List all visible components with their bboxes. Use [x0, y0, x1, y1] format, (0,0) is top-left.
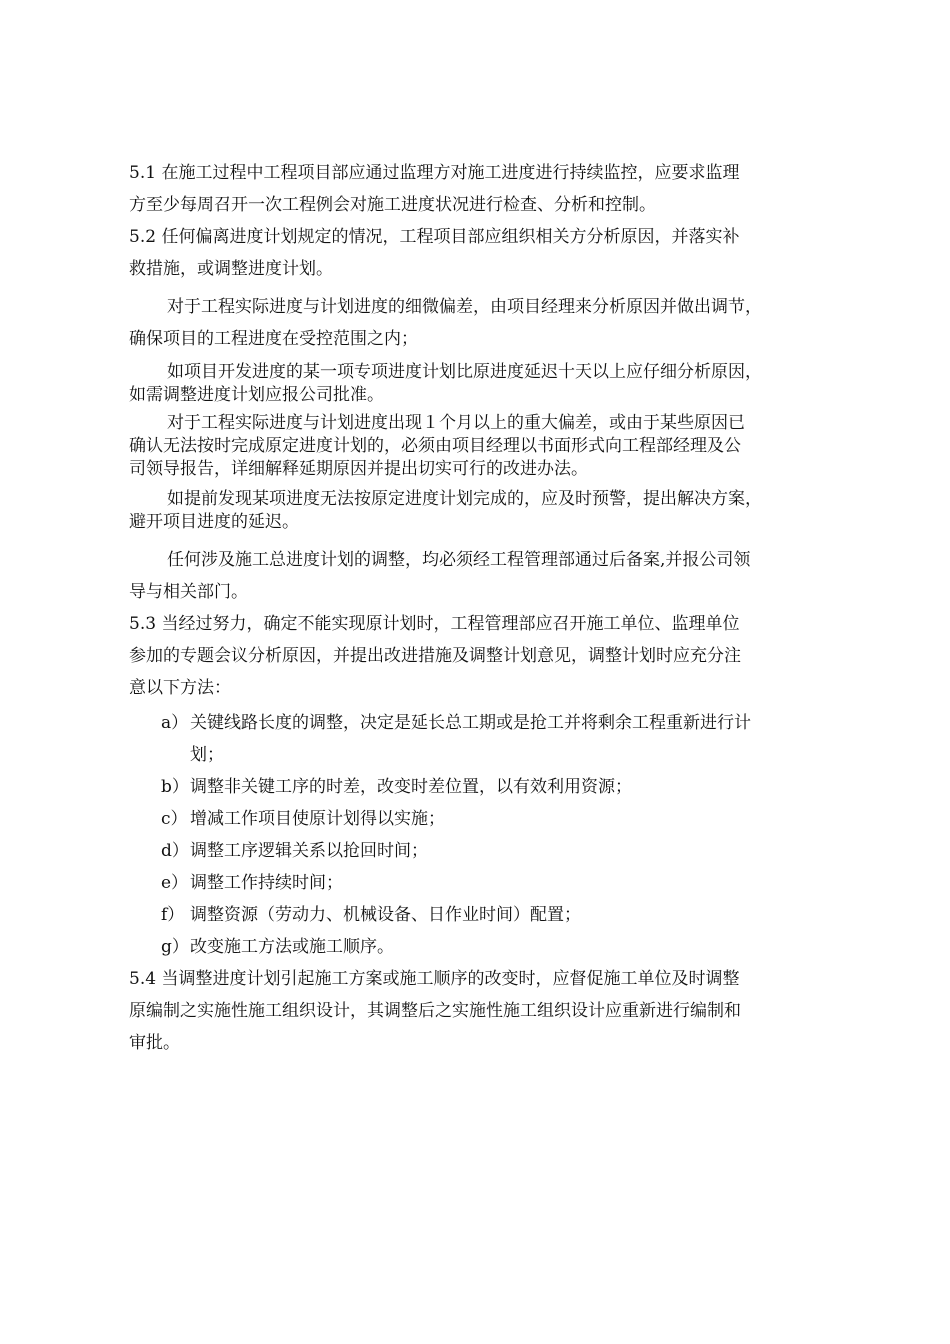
list-item-marker: c）	[161, 809, 188, 829]
list-item	[129, 835, 829, 867]
paragraph-line: 对于工程实际进度与计划进度的细微偏差，由项目经理来分析原因并做出调节，	[167, 297, 762, 317]
list-item	[129, 707, 829, 771]
section-5-1-line: 方至少每周召开一次工程例会对施工进度状况进行检查、分析和控制。	[129, 195, 656, 215]
paragraph-minor-deviation	[129, 291, 829, 355]
paragraph-line: 导与相关部门。	[129, 582, 248, 602]
list-item-marker: d）	[161, 841, 189, 861]
section-5-2-line: 5.2 任何偏离进度计划规定的情况，工程项目部应组织相关方分析原因，并落实补	[129, 227, 740, 247]
list-item-marker: g）	[161, 937, 189, 957]
list-item-marker: b）	[161, 777, 189, 797]
section-5-4-line: 审批。	[129, 1033, 180, 1053]
list-item	[129, 867, 829, 899]
list-item-text: 调整工序逻辑关系以抢回时间；	[190, 841, 428, 861]
section-5-1	[129, 157, 829, 221]
paragraph-special-plan-delay	[129, 361, 829, 407]
paragraph-line: 避开项目进度的延迟。	[129, 512, 299, 532]
paragraph-line: 司领导报告，详细解释延期原因并提出切实可行的改进办法。	[129, 459, 588, 479]
list-item-marker: e）	[161, 873, 189, 893]
paragraph-line: 如提前发现某项进度无法按原定进度计划完成的，应及时预警，提出解决方案，	[167, 489, 762, 509]
list-item-text: 增减工作项目使原计划得以实施；	[190, 809, 445, 829]
list-item-text: 调整资源（劳动力、机械设备、日作业时间）配置；	[190, 905, 581, 925]
paragraph-major-deviation	[129, 412, 829, 481]
paragraph-line: 如需调整进度计划应报公司批准。	[129, 385, 384, 405]
paragraph-line: 任何涉及施工总进度计划的调整，均必须经工程管理部通过后备案,并报公司领	[167, 550, 751, 570]
list-item-marker: a）	[161, 713, 189, 733]
paragraph-early-warning	[129, 488, 829, 534]
section-5-4	[129, 963, 829, 1059]
section-5-4-line: 5.4 当调整进度计划引起施工方案或施工顺序的改变时，应督促施工单位及时调整	[129, 969, 740, 989]
paragraph-line: 对于工程实际进度与计划进度出现１个月以上的重大偏差，或由于某些原因已	[167, 413, 745, 433]
section-5-2-line: 救措施，或调整进度计划。	[129, 259, 333, 279]
section-5-3	[129, 608, 829, 704]
list-item-text: 调整非关键工序的时差，改变时差位置，以有效利用资源；	[190, 777, 632, 797]
document-body	[129, 157, 829, 1059]
adjustment-methods-list	[129, 707, 829, 963]
paragraph-line: 确保项目的工程进度在受控范围之内；	[129, 329, 418, 349]
list-item-text: 调整工作持续时间；	[190, 873, 343, 893]
section-5-3-line: 参加的专题会议分析原因，并提出改进措施及调整计划意见，调整计划时应充分注	[129, 646, 741, 666]
section-5-2	[129, 221, 829, 285]
section-5-3-line: 意以下方法：	[129, 678, 231, 698]
paragraph-line: 确认无法按时完成原定进度计划的，必须由项目经理以书面形式向工程部经理及公	[129, 436, 741, 456]
section-5-1-line: 5.1 在施工过程中工程项目部应通过监理方对施工进度进行持续监控，应要求监理	[129, 163, 740, 183]
paragraph-master-plan-adjustment	[129, 544, 829, 608]
list-item-marker: f）	[161, 905, 185, 925]
list-item-text: 改变施工方法或施工顺序。	[190, 937, 394, 957]
list-item-text: 关键线路长度的调整，决定是延长总工期或是抢工并将剩余工程重新进行计	[190, 713, 751, 733]
paragraph-line: 如项目开发进度的某一项专项进度计划比原进度延迟十天以上应仔细分析原因，	[167, 362, 762, 382]
list-item-text: 划；	[190, 745, 224, 765]
section-5-4-line: 原编制之实施性施工组织设计，其调整后之实施性施工组织设计应重新进行编制和	[129, 1001, 741, 1021]
list-item	[129, 931, 829, 963]
list-item	[129, 771, 829, 803]
list-item	[129, 803, 829, 835]
list-item	[129, 899, 829, 931]
section-5-3-line: 5.3 当经过努力，确定不能实现原计划时，工程管理部应召开施工单位、监理单位	[129, 614, 740, 634]
